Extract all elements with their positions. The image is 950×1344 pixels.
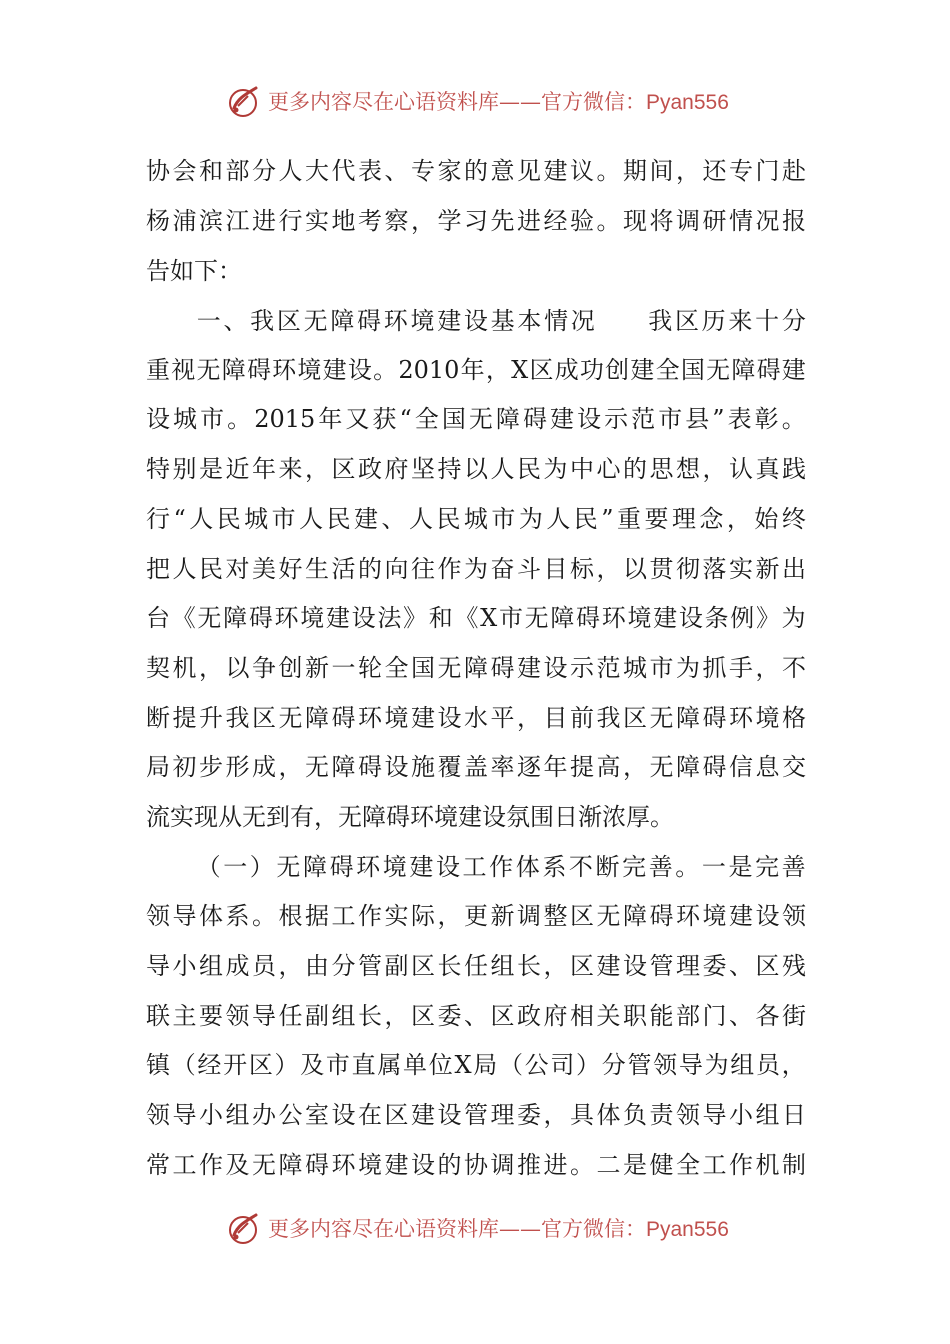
body-line-17: 导 小 组 成 员 ， 由 分 管 副 区 长 任 组 长 ， 区 建 设 管 理 委 、 区 残 [146, 952, 806, 980]
subsection-heading-line: （ 一 ） 无 障 碍 环 境 建 设 工 作 体 系 不 断 完 善 。 一 是 完 善 [196, 853, 806, 881]
pen-seal-icon [226, 1211, 262, 1247]
body-line-13: 局 初 步 形 成 ， 无 障 碍 设 施 覆 盖 率 逐 年 提 高 ， 无 障 碍 信 息 交 [146, 753, 806, 781]
section-heading-line: 一 、 我 区 无 障 碍 环 境 建 设 基 本 情 况 我 区 历 来 十 分 [196, 307, 806, 335]
body-line-11: 契 机 ， 以 争 创 新 一 轮 全 国 无 障 碍 建 设 示 范 城 市 为 抓 手 ， 不 [146, 654, 806, 682]
body-line-3: 告如下： [146, 257, 242, 285]
body-line-12: 断 提 升 我 区 无 障 碍 环 境 建 设 水 平 ， 目 前 我 区 无 障 碍 环 境 格 [146, 704, 806, 732]
banner-dash: —— [499, 1217, 541, 1241]
body-line-20: 领 导 小 组 办 公 室 设 在 区 建 设 管 理 委 ， 具 体 负 责 领 导 小 组 日 [146, 1101, 806, 1129]
banner-wechat-label: 官方微信： [541, 1217, 646, 1241]
header-watermark-banner [0, 82, 950, 122]
body-line-6: 设 城 市 。 2015 年 又 获 “ 全 国 无 障 碍 建 设 示 范 市 县 ” 表 彰 。 [146, 405, 806, 433]
banner-main: 更多内容尽在心语资料库 [268, 1217, 499, 1241]
banner-text [268, 89, 729, 116]
body-line-5: 重 视 无 障 碍 环 境 建 设 。 2010 年 ， X 区 成 功 创 建 全 国 无 障 碍 建 [146, 356, 806, 384]
body-line-14: 流实现从无到有，无障碍环境建设氛围日渐浓厚。 [146, 803, 674, 831]
body-line-21: 常 工 作 及 无 障 碍 环 境 建 设 的 协 调 推 进 。 二 是 健 全 工 作 机 制 [146, 1151, 806, 1179]
banner-wechat-label: 官方微信： [541, 90, 646, 114]
body-line-9: 把 人 民 对 美 好 生 活 的 向 往 作 为 奋 斗 目 标 ， 以 贯 彻 落 实 新 出 [146, 555, 806, 583]
body-line-16: 领 导 体 系 。 根 据 工 作 实 际 ， 更 新 调 整 区 无 障 碍 环 境 建 设 领 [146, 902, 806, 930]
banner-main: 更多内容尽在心语资料库 [268, 90, 499, 114]
body-line-7: 特 别 是 近 年 来 ， 区 政 府 坚 持 以 人 民 为 中 心 的 思 想 ， 认 真 践 [146, 455, 806, 483]
banner-dash: —— [499, 90, 541, 114]
footer-watermark-banner [0, 1209, 950, 1249]
banner-text [268, 1216, 729, 1243]
body-line-10: 台 《 无 障 碍 环 境 建 设 法 》 和 《 X 市 无 障 碍 环 境 建 设 条 例 》 为 [146, 604, 806, 632]
banner-wechat-id: Pyan556 [646, 1218, 729, 1241]
body-line-2: 杨 浦 滨 江 进 行 实 地 考 察 ， 学 习 先 进 经 验 。 现 将 调 研 情 况 报 [146, 207, 806, 235]
body-line-18: 联 主 要 领 导 任 副 组 长 ， 区 委 、 区 政 府 相 关 职 能 部 门 、 各 街 [146, 1002, 806, 1030]
body-line-8: 行 “ 人 民 城 市 人 民 建 、 人 民 城 市 为 人 民 ” 重 要 理 念 ， 始 终 [146, 505, 806, 533]
banner-wechat-id: Pyan556 [646, 91, 729, 114]
body-line-19: 镇 （ 经 开 区 ） 及 市 直 属 单 位 X 局 （ 公 司 ） 分 管 领 导 为 组 员 ， [146, 1051, 806, 1079]
pen-seal-icon [226, 84, 262, 120]
body-line-1: 协 会 和 部 分 人 大 代 表 、 专 家 的 意 见 建 议 。 期 间 ， 还 专 门 赴 [146, 157, 806, 185]
